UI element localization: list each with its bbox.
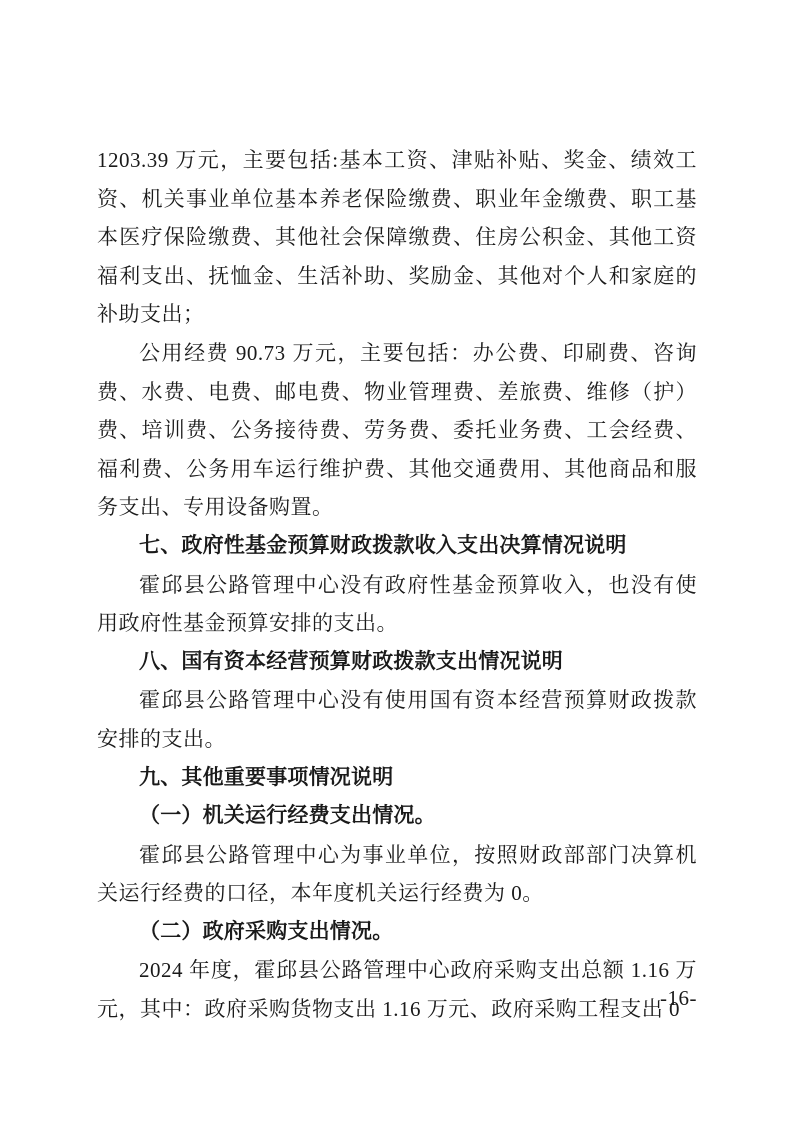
section-9-sub-2-heading: （二）政府采购支出情况。 xyxy=(139,919,394,943)
public-funds-expense-paragraph: 公用经费 90.73 万元，主要包括：办公费、印刷费、咨询费、水费、电费、邮电费、物业管理费、差旅费、维修（护）费、培训费、公务接待费、劳务费、委托业务费、工会经费、福利费、公务用车运行维护费、其他交通费用、其他商品和服务支出、专用设备购置。 xyxy=(97,340,697,520)
section-9-sub-1-paragraph: 霍邱县公路管理中心为事业单位，按照财政部部门决算机关运行经费的口径，本年度机关运行经费为 0。 xyxy=(97,842,697,906)
section-9-sub-1-heading: （一）机关运行经费支出情况。 xyxy=(139,804,436,828)
personnel-expense-continuation-paragraph: 1203.39 万元，主要包括:基本工资、津贴补贴、奖金、绩效工资、机关事业单位基本养老保险缴费、职业年金缴费、职工基本医疗保险缴费、其他社会保障缴费、住房公积金、其他工资福利支出、抚恤金、生活补助、奖励金、其他对个人和家庭的补助支出； xyxy=(97,148,697,327)
section-9-heading: 九、其他重要事项情况说明 xyxy=(139,765,394,789)
page-number: -16- xyxy=(660,986,697,1010)
section-8-paragraph: 霍邱县公路管理中心没有使用国有资本经营预算财政拨款安排的支出。 xyxy=(97,688,697,751)
section-7-heading: 七、政府性基金预算财政拨款收入支出决算情况说明 xyxy=(139,533,627,557)
section-7-paragraph: 霍邱县公路管理中心没有政府性基金预算收入，也没有使用政府性基金预算安排的支出。 xyxy=(97,572,697,636)
section-9-sub-2-paragraph: 2024 年度，霍邱县公路管理中心政府采购支出总额 1.16 万元，其中：政府采购货物支出 1.16 万元、政府采购工程支出 0 xyxy=(97,958,697,1022)
document-body xyxy=(97,141,697,1029)
section-8-heading: 八、国有资本经营预算财政拨款支出情况说明 xyxy=(139,649,563,673)
